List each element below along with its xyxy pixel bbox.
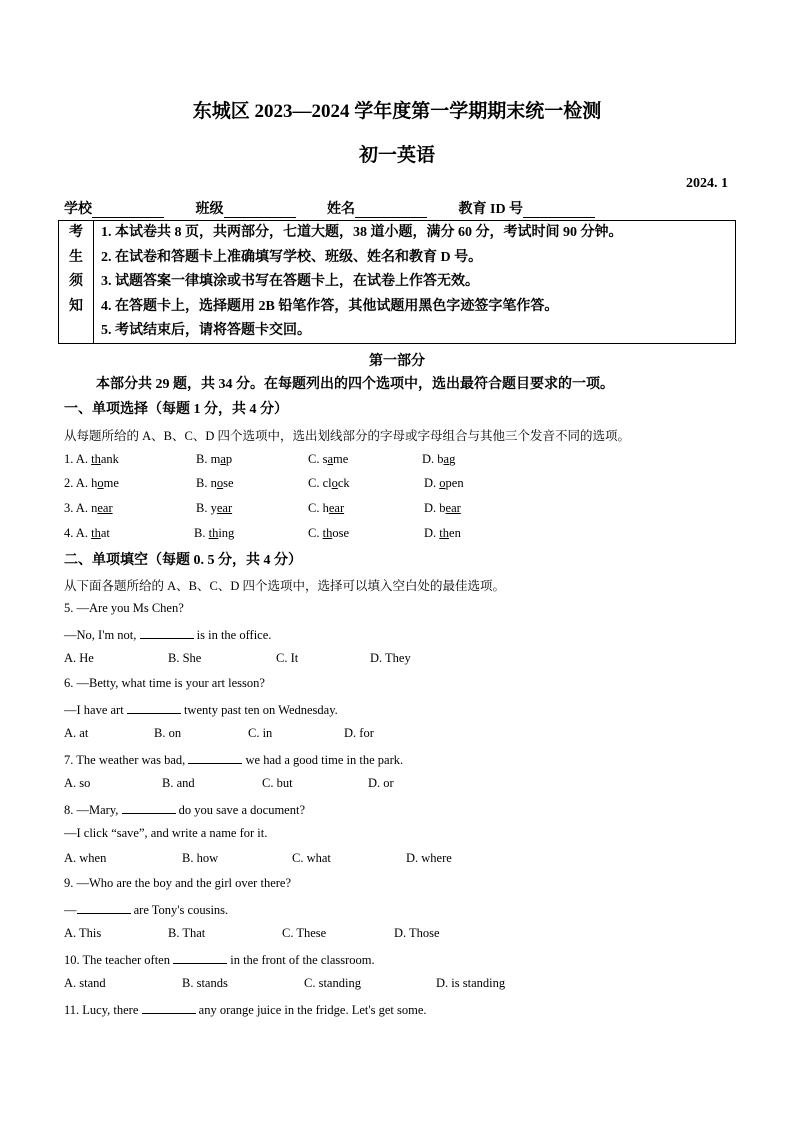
id-field[interactable]: 教育 ID 号 (459, 198, 596, 218)
option[interactable]: A. at (64, 726, 89, 740)
option[interactable]: A. stand (64, 976, 106, 990)
question-11-prompt: 11. Lucy, there any orange juice in the fridge. Let's get some. (64, 1003, 427, 1017)
notice-rule: 3. 试题答案一律填涂或书写在答题卡上，在试卷上作答无效。 (101, 274, 479, 289)
class-field[interactable]: 班级 (196, 198, 296, 218)
notice-label: 考 生 须 知 (59, 221, 94, 343)
section-two-instruction: 从下面各题所给的 A、B、C、D 四个选项中，选择可以填入空白处的最佳选项。 (64, 579, 505, 593)
exam-subtitle: 初一英语 (358, 145, 435, 166)
question-10-prompt: 10. The teacher often in the front of the classroom. (64, 953, 375, 967)
exam-title: 东城区 2023—2024 学年度第一学期期末统一检测 (192, 101, 602, 122)
option[interactable]: D. for (344, 726, 374, 740)
option[interactable]: D. where (406, 851, 452, 865)
option[interactable]: A. This (64, 926, 102, 940)
option[interactable]: B. That (168, 926, 206, 940)
option[interactable]: B. stands (182, 976, 228, 990)
option[interactable]: B. how (182, 851, 219, 865)
part-one-title: 第一部分 (369, 354, 425, 369)
option[interactable]: B. on (154, 726, 182, 740)
section-one-title: 一、单项选择（每题 1 分，共 4 分） (64, 402, 288, 417)
exam-date: 2024. 1 (686, 176, 728, 191)
question-5-prompt: 5. —Are you Ms Chen? (64, 601, 184, 615)
name-field[interactable]: 姓名 (327, 198, 427, 218)
question-7-prompt: 7. The weather was bad, we had a good time in the park. (64, 753, 404, 767)
question-8-prompt: 8. —Mary, do you save a document? (64, 803, 305, 817)
option[interactable]: D. or (368, 776, 394, 790)
option[interactable]: B. and (162, 776, 195, 790)
part-one-description: 本部分共 29 题，共 34 分。在每题列出的四个选项中，选出最符合题目要求的一项。 (96, 377, 614, 392)
option[interactable]: C. standing (304, 976, 361, 990)
option[interactable]: D. is standing (436, 976, 506, 990)
option[interactable]: A. when (64, 851, 107, 865)
question-9-response: — are Tony's cousins. (64, 903, 229, 917)
option[interactable]: C. These (282, 926, 327, 940)
notice-rule: 5. 考试结束后，请将答题卡交回。 (101, 323, 311, 338)
notice-rules (101, 221, 623, 344)
notice-rule: 1. 本试卷共 8 页，共两部分，七道大题，38 道小题，满分 60 分，考试时间 90 分钟。 (101, 225, 623, 240)
notice-rule: 2. 在试卷和答题卡上准确填写学校、班级、姓名和教育 D 号。 (101, 249, 483, 265)
exam-notice-box (58, 220, 736, 344)
option[interactable]: C. It (276, 651, 299, 665)
option[interactable]: A. He (64, 651, 94, 665)
section-two-title: 二、单项填空（每题 0. 5 分，共 4 分） (64, 553, 302, 568)
question-8-response: —I click “save”, and write a name for it. (64, 826, 268, 840)
student-info-row (64, 198, 623, 218)
question-6-prompt: 6. —Betty, what time is your art lesson? (64, 676, 265, 690)
option[interactable]: A. so (64, 776, 91, 790)
option[interactable]: D. Those (394, 926, 440, 940)
question-6-response: —I have art twenty past ten on Wednesday. (64, 703, 338, 717)
option[interactable]: C. but (262, 776, 293, 790)
option[interactable]: C. what (292, 851, 331, 865)
option[interactable]: C. in (248, 726, 273, 740)
question-5-response: —No, I'm not, is in the office. (64, 628, 272, 642)
school-field[interactable]: 学校 (64, 198, 164, 218)
option[interactable]: B. She (168, 651, 202, 665)
question-9-prompt: 9. —Who are the boy and the girl over there? (64, 876, 291, 890)
option[interactable]: D. They (370, 651, 411, 665)
notice-rule: 4. 在答题卡上，选择题用 2B 铅笔作答，其他试题用黑色字迹签字笔作答。 (101, 298, 559, 314)
section-one-instruction: 从每题所给的 A、B、C、D 四个选项中，选出划线部分的字母或字母组合与其他三个发音不同的选项。 (64, 429, 630, 443)
